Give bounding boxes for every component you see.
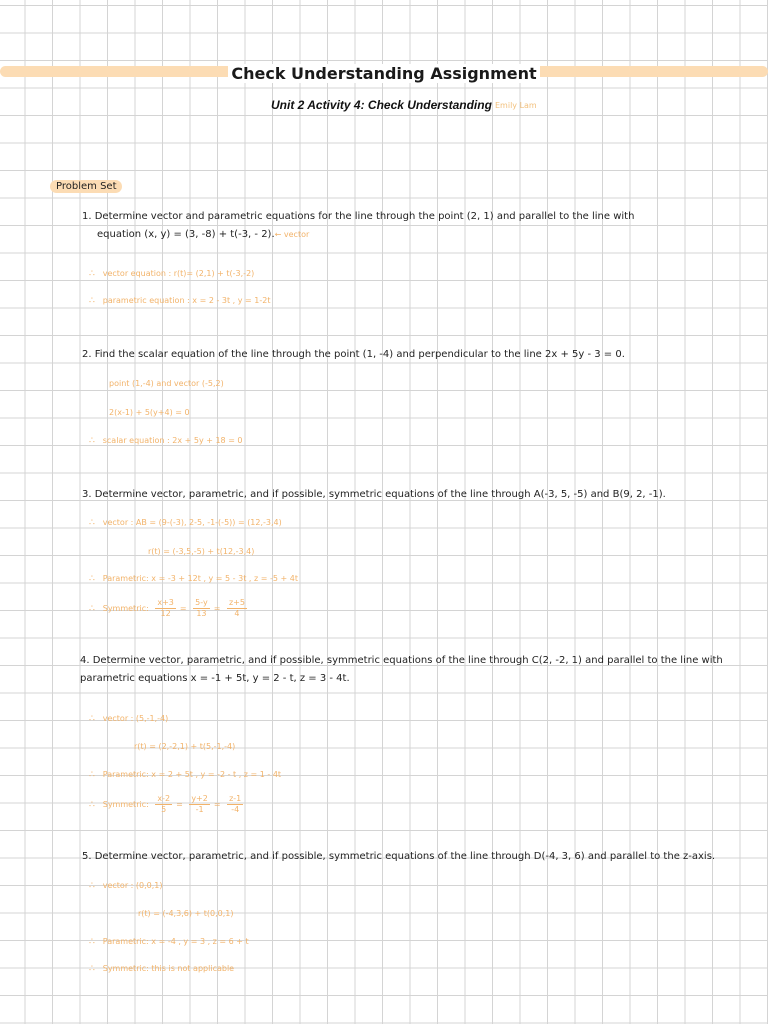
- problem-4-line2: parametric equations x = -1 + 5t, y = 2 - t, z = 3 - 4t.: [80, 673, 350, 684]
- problem-1-line2: [97, 226, 309, 244]
- therefore-icon: ∴: [89, 436, 95, 446]
- problem-3-answer-2: r(t) = (-3,5,-5) + t(12,-3,4): [148, 547, 255, 556]
- answer-text: Parametric: x = -4 , y = 3 , z = 6 + t: [102, 937, 249, 946]
- problem-2-answer-3: [89, 435, 243, 447]
- problem-1-line1: 1. Determine vector and parametric equations for the line through the point (2, 1) and parallel to the line with: [82, 211, 635, 222]
- problem-3-line1: 3. Determine vector, parametric, and if possible, symmetric equations of the line through A(-3, 5, -5) and B(9, 2, -1).: [82, 489, 666, 500]
- fraction-z: $\frac{z-1}{-4}$: [229, 794, 242, 814]
- therefore-icon: ∴: [89, 770, 95, 780]
- problem-2-line1: 2. Find the scalar equation of the line through the point (1, -4) and perpendicular to the line 2x + 5y - 3 = 0.: [82, 349, 625, 360]
- problem-3-symmetric: ∴ Symmetric: $\frac{x+3}{12}$ = $\frac{5-y}{13}$ = $\frac{z+5}{4}$: [89, 598, 245, 618]
- problem-1-note: ← vector: [274, 230, 310, 239]
- answer-text: vector : (0,0,1): [102, 881, 163, 890]
- problem-4-answer-1: [89, 713, 168, 725]
- fraction-y: $\frac{5-y}{13}$: [195, 598, 208, 618]
- answer-text: vector : AB = (9-(-3), 2-5, -1-(-5)) = (12,-3,4): [102, 518, 282, 527]
- problem-5-answer-2: r(t) = (-4,3,6) + t(0,0,1): [138, 909, 234, 918]
- therefore-icon: ∴: [89, 518, 95, 528]
- problem-4-answer-3: [89, 769, 281, 781]
- problem-4-symmetric: ∴ Symmetric: $\frac{x-2}{5}$ = $\frac{y+2}{-1}$ = $\frac{z-1}{-4}$: [89, 794, 242, 814]
- therefore-icon: ∴: [89, 714, 95, 724]
- problem-3-answer-3: [89, 573, 298, 585]
- author-name: Emily Lam: [495, 101, 537, 110]
- problem-4-answer-2: r(t) = (2,-2,1) + t(5,-1,-4): [134, 742, 236, 751]
- problem-4-line1: 4. Determine vector, parametric, and if possible, symmetric equations of the line through C(2, -2, 1) and parallel to the line with: [80, 655, 723, 666]
- section-label: Problem Set: [50, 180, 122, 193]
- problem-1-equation: equation (x, y) = (3, -8) + t(-3, - 2).: [97, 229, 275, 240]
- answer-text: vector : (5,-1,-4): [102, 714, 169, 723]
- fraction-z: $\frac{z+5}{4}$: [228, 598, 245, 618]
- answer-text: parametric equation : x = 2 - 3t , y = 1-2t: [102, 296, 271, 305]
- fraction-x: $\frac{x+3}{12}$: [157, 598, 174, 618]
- problem-5-answer-3: [89, 936, 249, 948]
- answer-text: Symmetric: this is not applicable: [102, 964, 235, 973]
- problem-1-answer-1: [89, 268, 254, 280]
- therefore-icon: ∴: [89, 604, 95, 614]
- therefore-icon: ∴: [89, 937, 95, 947]
- problem-2-answer-2: 2(x-1) + 5(y+4) = 0: [109, 408, 190, 417]
- therefore-icon: ∴: [89, 964, 95, 974]
- symmetric-label: Symmetric:: [102, 800, 149, 809]
- problem-5-answer-1: [89, 880, 163, 892]
- answer-text: Parametric: x = -3 + 12t , y = 5 - 3t , z = -5 + 4t: [102, 574, 298, 583]
- page-subtitle: Unit 2 Activity 4: Check Understanding: [271, 98, 492, 112]
- therefore-icon: ∴: [89, 269, 95, 279]
- problem-5-line1: 5. Determine vector, parametric, and if possible, symmetric equations of the line through D(-4, 3, 6) and parallel to the z-axis.: [82, 851, 716, 862]
- fraction-y: $\frac{y+2}{-1}$: [191, 794, 208, 814]
- problem-1-answer-2: [89, 295, 270, 307]
- problem-5-answer-4: [89, 963, 234, 975]
- problem-2-answer-1: point (1,-4) and vector (-5,2): [109, 379, 224, 388]
- symmetric-label: Symmetric:: [102, 604, 149, 613]
- therefore-icon: ∴: [89, 881, 95, 891]
- therefore-icon: ∴: [89, 296, 95, 306]
- page-title: Check Understanding Assignment: [0, 64, 768, 83]
- answer-text: vector equation : r(t)= (2,1) + t(-3,-2): [102, 269, 255, 278]
- answer-text: scalar equation : 2x + 5y + 18 = 0: [102, 436, 243, 445]
- fraction-x: $\frac{x-2}{5}$: [157, 794, 171, 814]
- therefore-icon: ∴: [89, 800, 95, 810]
- therefore-icon: ∴: [89, 574, 95, 584]
- problem-3-answer-1: [89, 517, 282, 529]
- answer-text: Parametric: x = 2 + 5t , y = -2 - t , z = 1 - 4t: [102, 770, 282, 779]
